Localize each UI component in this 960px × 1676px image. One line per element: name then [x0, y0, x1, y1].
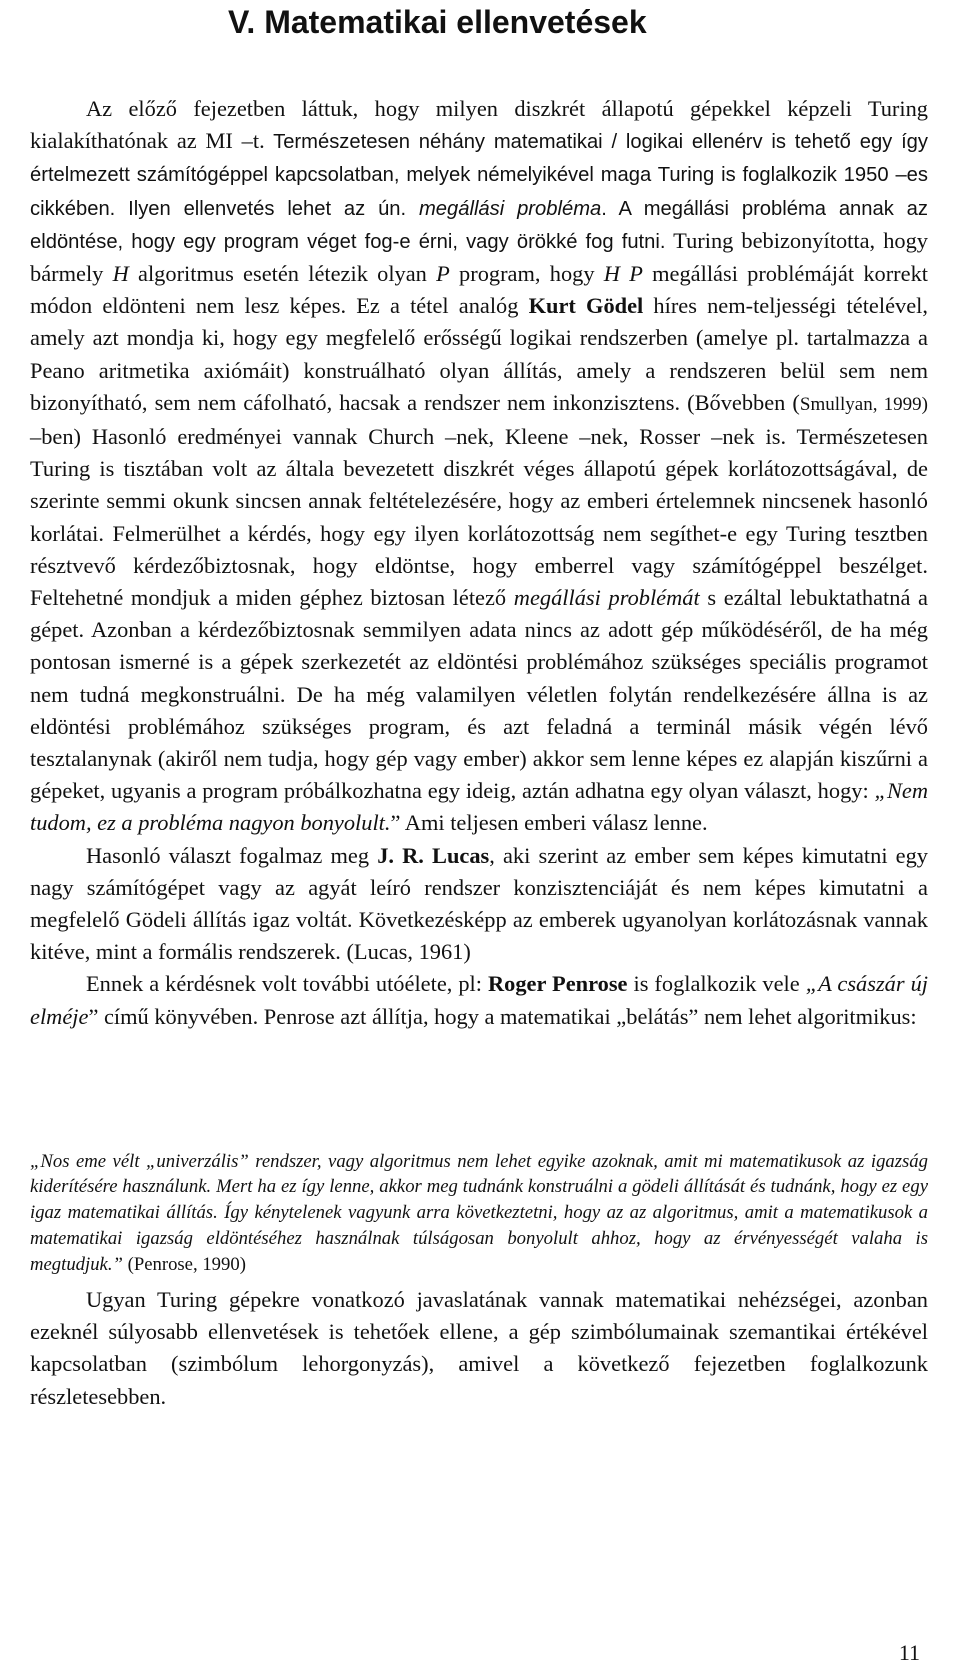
quote-text: „Nos eme vélt „univerzális” rendszer, vagy algoritmus nem lehet egyike azoknak, amit mi matematikusok az igazság kiderítésére használunk. Mert ha ez így lenne, akkor meg tudnánk konstruálni a gödeli állítását és tudnánk, hogy ez egy igaz matematikai állítás. Így kénytelenek vagyunk arra következtetni, hogy az az algoritmus, amit a matematikusok a matematikai igazság eldöntéséhez használnak túlságosan bonyolult ahhoz, hogy az érvényességét valaha is megtudjuk.”: [30, 1150, 928, 1275]
p2-c: , aki szerint az ember sem képes kimutatni egy nagy számítógépet vagy az agyát leíró rendszer konzisztenciáját és nem képes kimutatni a megfelelő Gödeli állítás igaz voltát. Következésképp az emberek ugyanolyan korlátozásnak vannak kitéve, mint a formális rendszerek. (Lucas, 1961): [30, 842, 929, 965]
p1-b: Természetesen néhány matematikai / logikai ellenérv is tehető egy így értelmezett számítógéppel kapcsolatban, melyek némelyikével maga Turing is foglalkozik 1950 –es cikkében. Ilyen ellenvetés lehet az ún.: [30, 131, 928, 220]
p1-a: Az előző fejezetben láttuk, hogy milyen diszkrét állapotú gépekkel képzeli Turing kialakíthatónak az MI –t.: [30, 96, 928, 154]
block-quote: [30, 1149, 928, 1278]
p3-c: is foglalkozik vele: [627, 971, 806, 997]
p1-t: ” Ami teljesen emberi válasz lenne.: [390, 810, 708, 836]
paragraph-4: Ugyan Turing gépekre vonatkozó javaslatának vannak matematikai nehézségei, azonban ezeknél súlyosabb ellenvetések is tehetőek ellene, a gép szimbólumainak szemantikai értékével kapcsolatban (szimbólum lehorgonyzás), amivel a következő fejezetben foglalkozunk részletesebben.: [30, 1287, 928, 1409]
p1-f: H: [112, 261, 129, 287]
p1-l: Ez a tétel analóg: [346, 293, 529, 319]
kurt-godel-name: Kurt Gödel: [528, 293, 644, 319]
p1-r: s ezáltal lebuktathatná a gépet. Azonban a kérdezőbiztosnak semmilyen adata nincs az adott gép működéséről, de ha még pontosan ismerné is a gépek szerkezetét az eldöntési problémához szükséges speciális programot nem tudná megkonstruálni. De ha még valamilyen véletlen folytán rendelkezésére állna is az eldöntési problémához szükséges program, és azt feladná a terminál másik végén lévő tesztalanynak (akiről nem tudja, hogy gép vagy ember) akkor sem lenne képes ez alapján kiszűrni a gépeket, ugyanis a program próbálkozhatna egy ideig, aztán adhatna egy olyan választ, hogy:: [30, 585, 928, 804]
p1-i: program, hogy: [449, 261, 604, 287]
smullyan-citation: Smullyan, 1999): [799, 393, 928, 415]
p1-s: „Nem tudom, ez a probléma nagyon bonyolult.: [30, 778, 928, 836]
quote-citation: (Penrose, 1990): [122, 1253, 246, 1275]
p2-a: Hasonló választ fogalmaz meg: [86, 842, 378, 868]
chapter-title: V. Matematikai ellenvetések: [228, 4, 647, 40]
p1-k: megállási problémáját korrekt módon eldönteni nem lesz képes.: [30, 261, 928, 319]
p3-a: Ennek a kérdésnek volt további utóélete, pl:: [86, 971, 488, 997]
p1-q: megállási problémát: [513, 585, 700, 611]
page-number: 11: [898, 1640, 920, 1665]
body-text: [30, 93, 928, 1033]
p1-c: megállási probléma: [418, 197, 602, 220]
p1-d: . A megállási probléma annak az eldöntése, hogy egy program véget fog-e érni, vagy örökké fog futni.: [30, 197, 928, 253]
p1-h: P: [436, 261, 450, 287]
p1-n: híres nem-teljességi tételével, amely azt mondja ki, hogy egy megfelelő erősségű logikai rendszerben (amelye pl. tartalmazza a Peano aritmetika axiómáit) konstruálható olyan állítás, amely a rendszeren belül sem nem bizonyítható, sem nem cáfolható, hacsak a rendszer nem inkonzisztens. (Bővebben (: [30, 293, 928, 415]
lucas-name: J. R. Lucas: [377, 842, 490, 868]
paragraph-3: [30, 968, 928, 1032]
p1-e: Turing bebizonyította, hogy bármely: [30, 227, 928, 287]
paragraph-1: [30, 93, 928, 840]
p1-g: algoritmus esetén létezik olyan: [128, 261, 437, 287]
p3-e: ” című könyvében. Penrose azt állítja, hogy a matematikai „belátás” nem lehet algoritmikus:: [88, 1003, 917, 1029]
paragraph-2: [30, 840, 928, 969]
p1-j: H P: [603, 261, 643, 287]
book-title: „A császár új elméje: [30, 971, 929, 1029]
p1-p: –ben) Hasonló eredményei vannak Church –nek, Kleene –nek, Rosser –nek is. Természetesen Turing is tisztában volt az általa bevezetett diszkrét véges állapotú gépek korlátozottságával, de szerinte semmi okunk sincsen annak feltételezésére, hogy az emberi értelemnek nincsenek hasonló korlátai. Felmerülhet a kérdés, hogy egy ilyen korlátozottság nem segíthet-e egy Turing tesztben résztvevő kérdezőbiztosnak, hogy eldöntse, hogy emberrel vagy számítógéppel beszélget. Feltehetné mondjuk a miden géphez biztosan létező: [30, 424, 928, 611]
penrose-name: Roger Penrose: [488, 971, 628, 997]
